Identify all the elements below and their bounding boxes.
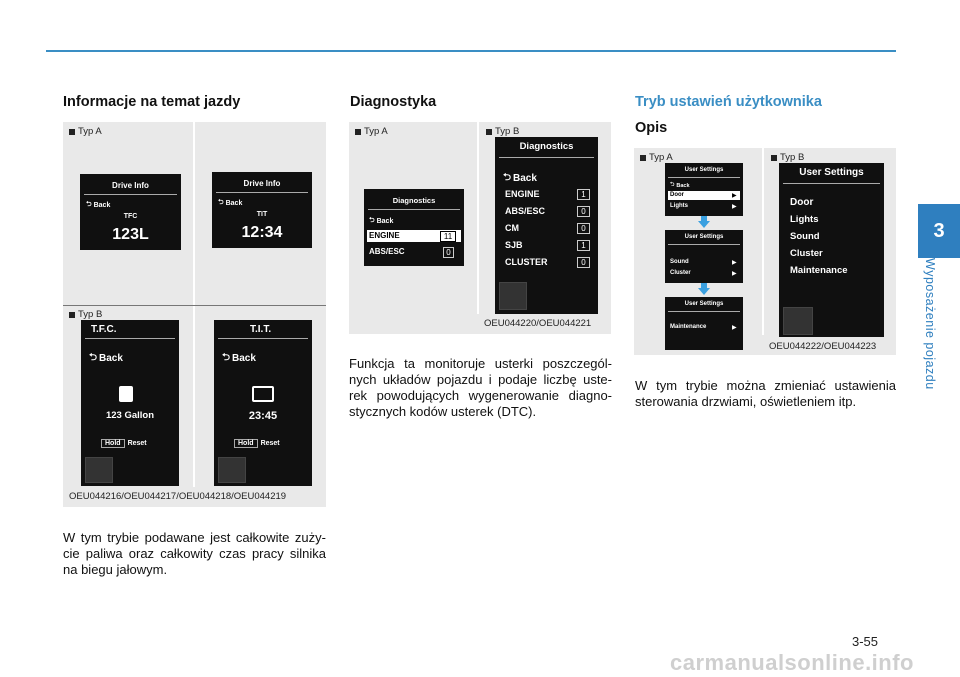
screen-title: Diagnostics — [519, 141, 574, 152]
back-icon: ⮌ — [222, 352, 231, 363]
screen-label: TIT — [256, 211, 268, 218]
chevron-right-icon: ▶ — [732, 193, 737, 199]
arrow-down-icon — [698, 221, 710, 228]
screen-title: T.I.T. — [250, 324, 272, 335]
chapter-tab: 3 — [918, 204, 960, 258]
chapter-title: Wyposażenie pojazdu — [923, 258, 937, 390]
screen-title: User Settings — [684, 234, 724, 240]
screen-drive-info-tit — [212, 172, 312, 248]
paragraph-diagnostics: Funkcja ta monitoruje usterki poszczegól- nych układów pojazdu i podaje liczbę uste- rek powodujących wygenerowanie diagno- stycznych kodów usterek (DTC). — [349, 356, 612, 419]
back-icon: ⮌ — [670, 182, 675, 188]
settings-item: Cluster — [670, 270, 691, 276]
settings-item: Lights — [790, 214, 819, 225]
diag-count: 0 — [577, 257, 590, 268]
figure-user-settings — [634, 148, 896, 355]
screen-tfc — [81, 320, 179, 486]
type-a-label: Typ A — [355, 126, 388, 137]
heading-user-settings: Tryb ustawień użytkownika — [635, 94, 822, 110]
page-number: 3-55 — [852, 634, 879, 649]
footer-watermark: carmanualsonline.info — [670, 650, 914, 675]
arrow-down-icon — [698, 288, 710, 295]
screen-title: Drive Info — [243, 179, 281, 188]
screen-value: 123 Gallon — [105, 410, 155, 421]
hold-reset: Hold Reset — [101, 439, 147, 448]
diag-count: 11 — [440, 231, 456, 242]
screen-value: 12:34 — [241, 224, 283, 241]
figure-drive-info — [63, 122, 326, 507]
screen-title: T.F.C. — [91, 324, 117, 335]
chevron-right-icon: ▶ — [732, 325, 737, 331]
diag-item: CLUSTER — [505, 257, 548, 267]
screen-tit — [214, 320, 312, 486]
screen-title: User Settings — [799, 167, 864, 178]
figure-diagnostics — [349, 122, 611, 334]
type-b-label: Typ B — [486, 126, 519, 137]
diag-item: ABS/ESC — [505, 206, 546, 216]
screen-user-settings-a3 — [665, 297, 743, 350]
diag-item-engine: ENGINE — [369, 231, 400, 240]
settings-item: Maintenance — [790, 265, 848, 276]
diag-item: ENGINE — [505, 189, 540, 199]
screen-value: 23:45 — [248, 410, 278, 422]
settings-item: Sound — [790, 231, 820, 242]
figure-caption: OEU044222/OEU044223 — [769, 341, 877, 352]
back-item: ⮌ Back — [218, 199, 243, 207]
diag-count: 0 — [577, 206, 590, 217]
heading-diagnostics: Diagnostyka — [350, 94, 437, 110]
settings-item: Door — [790, 197, 814, 208]
fuel-icon — [119, 386, 133, 402]
screen-user-settings-b — [779, 163, 884, 337]
settings-item: Cluster — [790, 248, 823, 259]
settings-item: Door — [670, 192, 684, 198]
screen-user-settings-a2 — [665, 230, 743, 283]
diag-count: 1 — [577, 189, 590, 200]
back-item: ⮌ Back — [222, 350, 256, 367]
hold-reset: Hold Reset — [234, 439, 280, 448]
screen-title: User Settings — [684, 301, 724, 307]
heading-drive-info: Informacje na temat jazdy — [63, 94, 241, 110]
subheading-description: Opis — [635, 120, 668, 136]
diag-count: 0 — [577, 223, 590, 234]
back-icon: ⮌ — [89, 352, 98, 363]
screen-title: Diagnostics — [392, 196, 436, 205]
diag-count: 1 — [577, 240, 590, 251]
back-item: ⮌ Back — [86, 201, 111, 209]
settings-item: Sound — [670, 259, 689, 265]
diag-count: 0 — [443, 247, 454, 258]
settings-item: Maintenance — [670, 324, 707, 330]
chevron-right-icon: ▶ — [732, 260, 737, 266]
diag-item: SJB — [505, 240, 523, 250]
screen-drive-info-tfc — [80, 174, 181, 250]
back-icon: ⮌ — [218, 199, 224, 206]
type-a-label: Typ A — [69, 126, 102, 137]
back-item: ⮌ Back — [89, 350, 123, 367]
engine-icon — [252, 386, 274, 402]
screen-title: Drive Info — [112, 181, 149, 190]
diag-item: CM — [505, 223, 519, 233]
paragraph-user-settings: W tym trybie można zmieniać ustawienia sterowania drzwiami, oświetleniem itp. — [635, 378, 896, 409]
back-icon: ⮌ — [503, 172, 512, 183]
diag-item-abs: ABS/ESC — [369, 247, 405, 256]
back-icon: ⮌ — [369, 217, 375, 224]
chevron-right-icon: ▶ — [732, 204, 737, 210]
screen-user-settings-a1 — [665, 163, 743, 216]
screen-diagnostics-b — [495, 137, 598, 314]
top-rule — [46, 50, 896, 52]
back-item: ⮌ Back — [503, 170, 537, 187]
back-item: ⮌ Back — [369, 217, 394, 225]
type-b-label: Typ B — [69, 309, 102, 320]
paragraph-drive-info: W tym trybie podawane jest całkowite zuży- cie paliwa oraz całkowity czas pracy silnika na biegu jałowym. — [63, 530, 326, 577]
chevron-right-icon: ▶ — [732, 271, 737, 277]
back-item: ⮌ Back — [670, 182, 690, 189]
screen-label: TFC — [123, 213, 138, 220]
figure-caption: OEU044220/OEU044221 — [484, 318, 592, 329]
type-a-label: Typ A — [640, 152, 673, 163]
settings-item: Lights — [670, 203, 688, 209]
figure-caption: OEU044216/OEU044217/OEU044218/OEU044219 — [69, 491, 287, 502]
type-b-label: Typ B — [771, 152, 804, 163]
screen-value: 123L — [112, 226, 149, 243]
back-icon: ⮌ — [86, 201, 92, 208]
screen-title: User Settings — [684, 167, 724, 173]
screen-diagnostics-a — [364, 189, 464, 266]
